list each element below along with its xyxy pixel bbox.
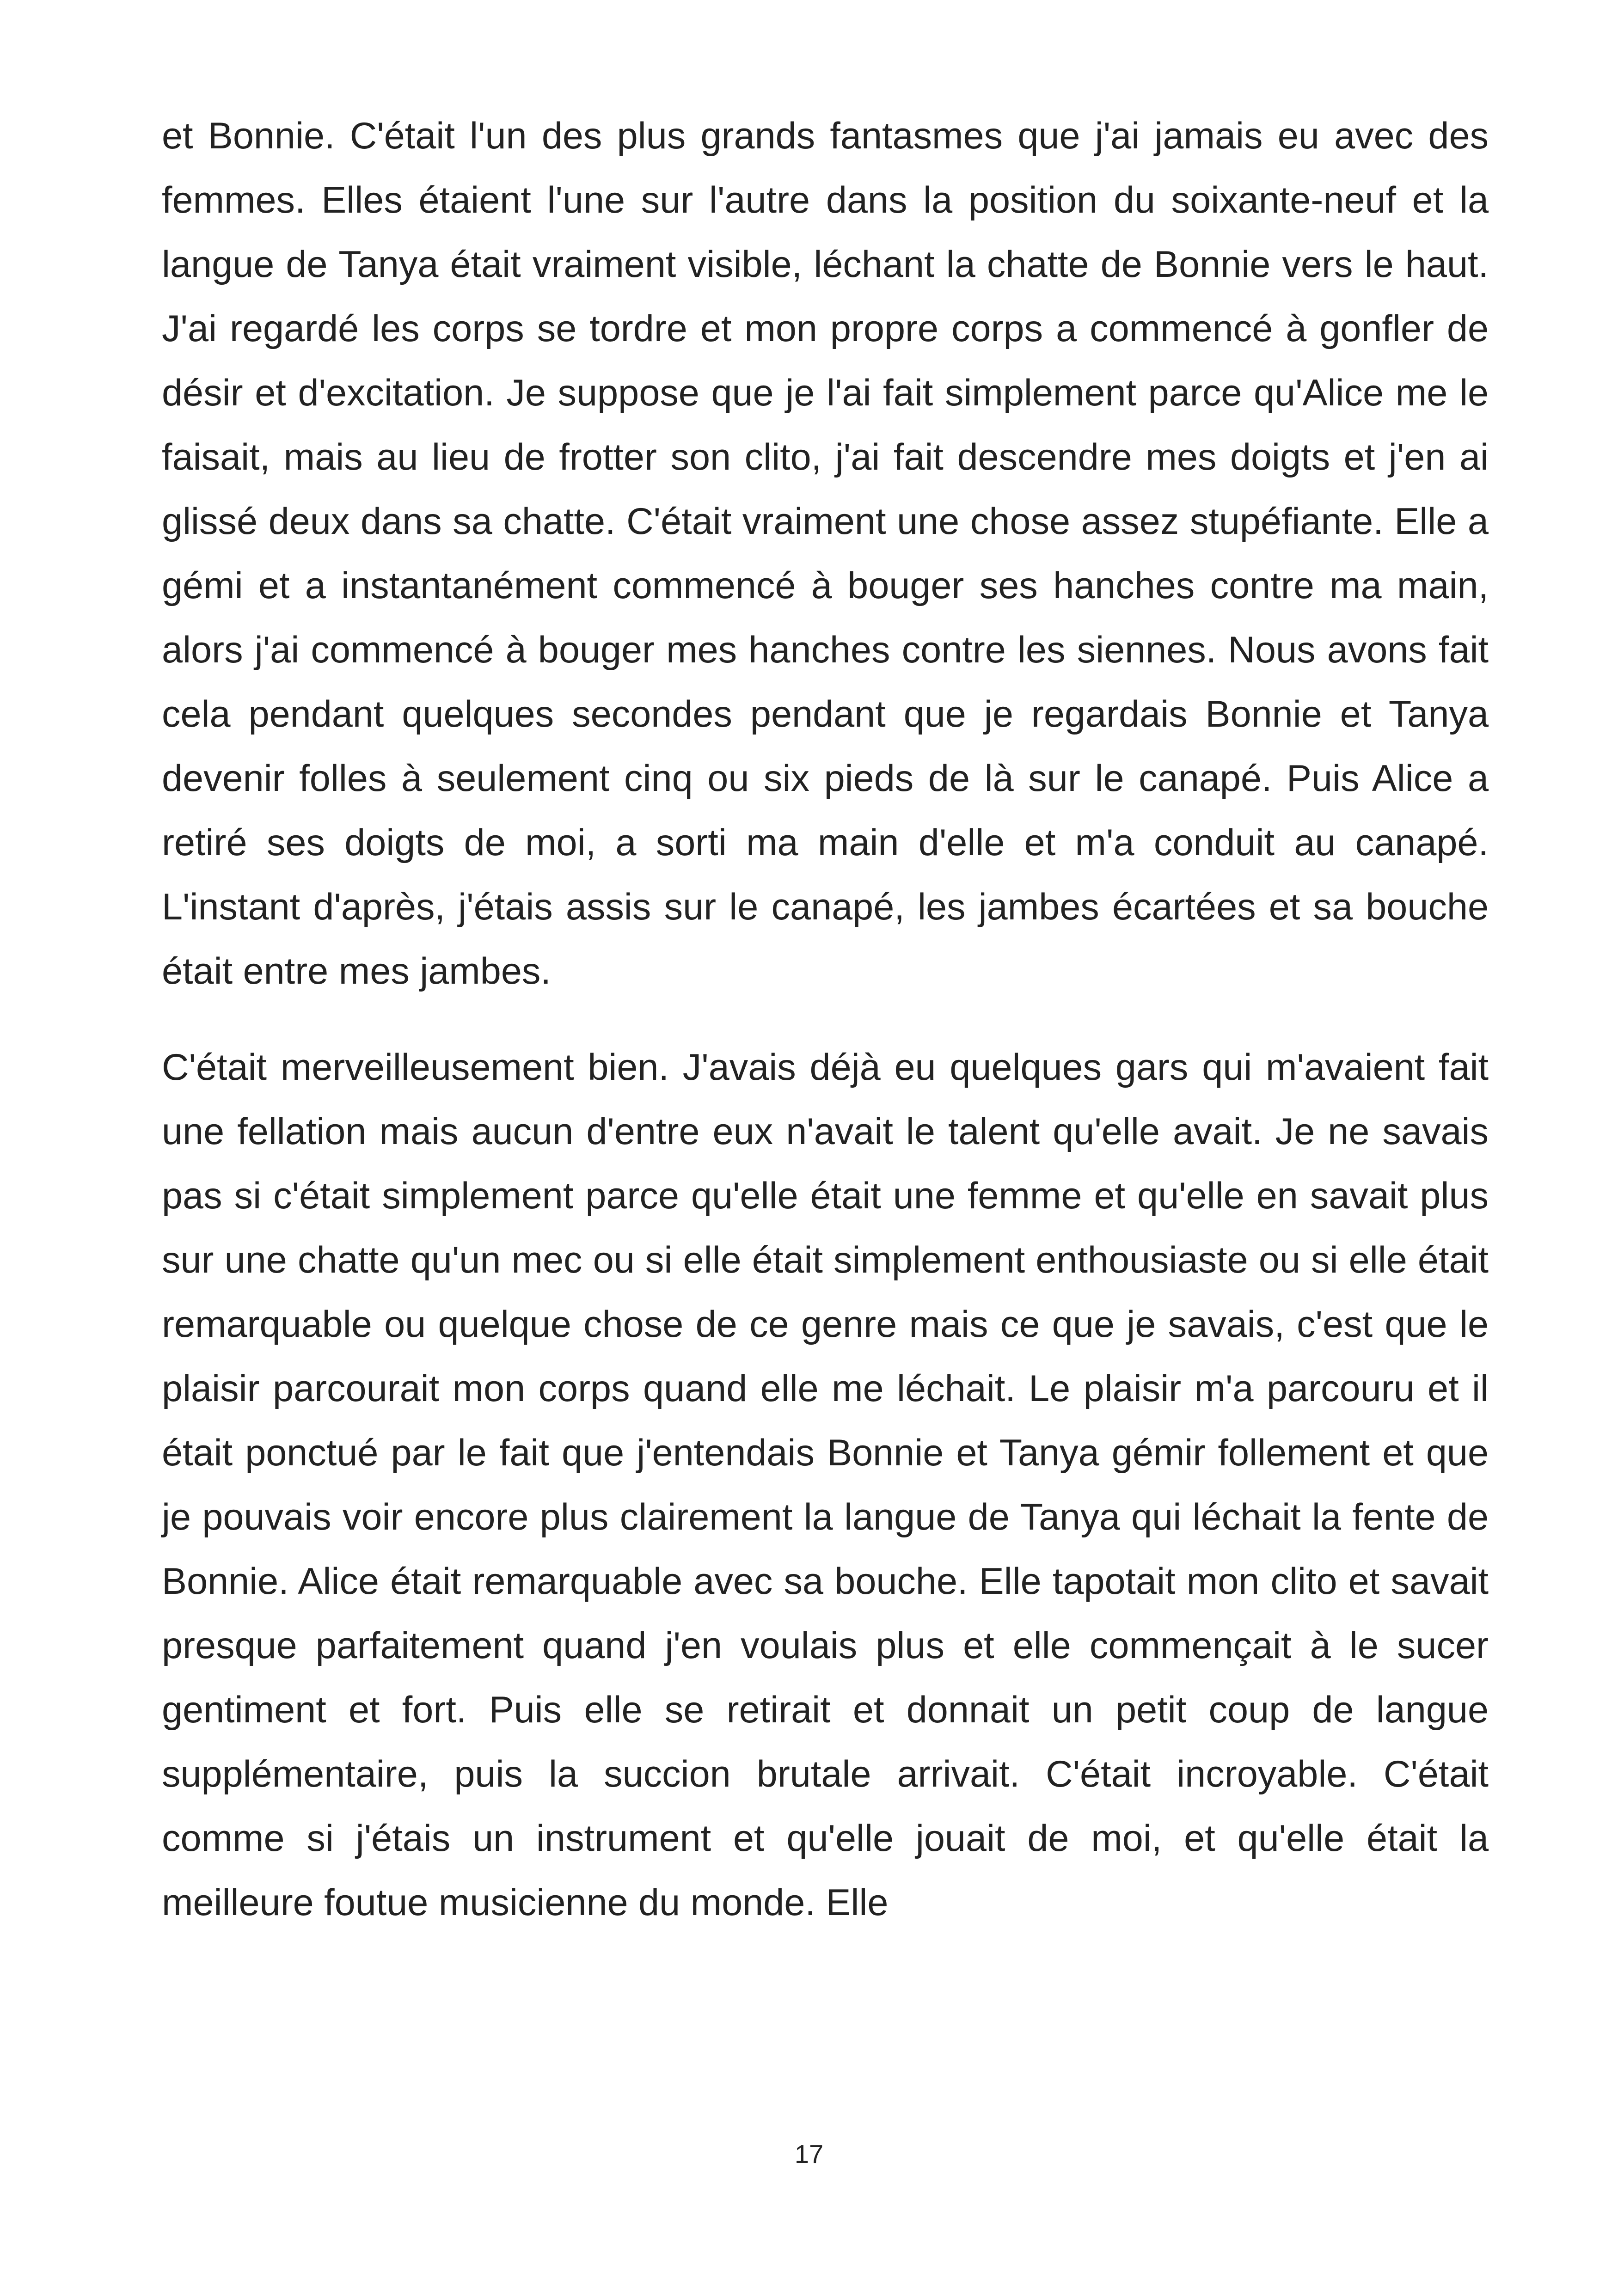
paragraph-1: et Bonnie. C'était l'un des plus grands fantasmes que j'ai jamais eu avec des femmes. Elles étaient l'une sur l'autre dans la position du soixante-neuf et la langue de Tanya était vraiment visible, léchant la chatte de Bonnie vers le haut. J'ai regardé les corps se tordre et mon propre corps a commencé à gonfler de désir et d'excitation. Je suppose que je l'ai fait simplement parce qu'Alice me le faisait, mais au lieu de frotter son clito, j'ai fait descendre mes doigts et j'en ai glissé deux dans sa chatte. C'était vraiment une chose assez stupéfiante. Elle a gémi et a instantanément commencé à bouger ses hanches contre ma main, alors j'ai commencé à bouger mes hanches contre les siennes. Nous avons fait cela pendant quelques secondes pendant que je regardais Bonnie et Tanya devenir folles à seulement cinq ou six pieds de là sur le canapé. Puis Alice a retiré ses doigts de moi, a sorti ma main d'elle et m'a conduit au canapé. L'instant d'après, j'étais assis sur le canapé, les jambes écartées et sa bouche était entre mes jambes. — [162, 115, 1489, 992]
page-number: 17 — [794, 2139, 824, 2168]
body-text — [162, 104, 1489, 1935]
paragraph-2: C'était merveilleusement bien. J'avais déjà eu quelques gars qui m'avaient fait une fellation mais aucun d'entre eux n'avait le talent qu'elle avait. Je ne savais pas si c'était simplement parce qu'elle était une femme et qu'elle en savait plus sur une chatte qu'un mec ou si elle était simplement enthousiaste ou si elle était remarquable ou quelque chose de ce genre mais ce que je savais, c'est que le plaisir parcourait mon corps quand elle me léchait. Le plaisir m'a parcouru et il était ponctué par le fait que j'entendais Bonnie et Tanya gémir follement et que je pouvais voir encore plus clairement la langue de Tanya qui léchait la fente de Bonnie. Alice était remarquable avec sa bouche. Elle tapotait mon clito et savait presque parfaitement quand j'en voulais plus et elle commençait à le sucer gentiment et fort. Puis elle se retirait et donnait un petit coup de langue supplémentaire, puis la succion brutale arrivait. C'était incroyable. C'était comme si j'étais un instrument et qu'elle jouait de moi, et qu'elle était la meilleure foutue musicienne du monde. Elle — [162, 1047, 1489, 1923]
